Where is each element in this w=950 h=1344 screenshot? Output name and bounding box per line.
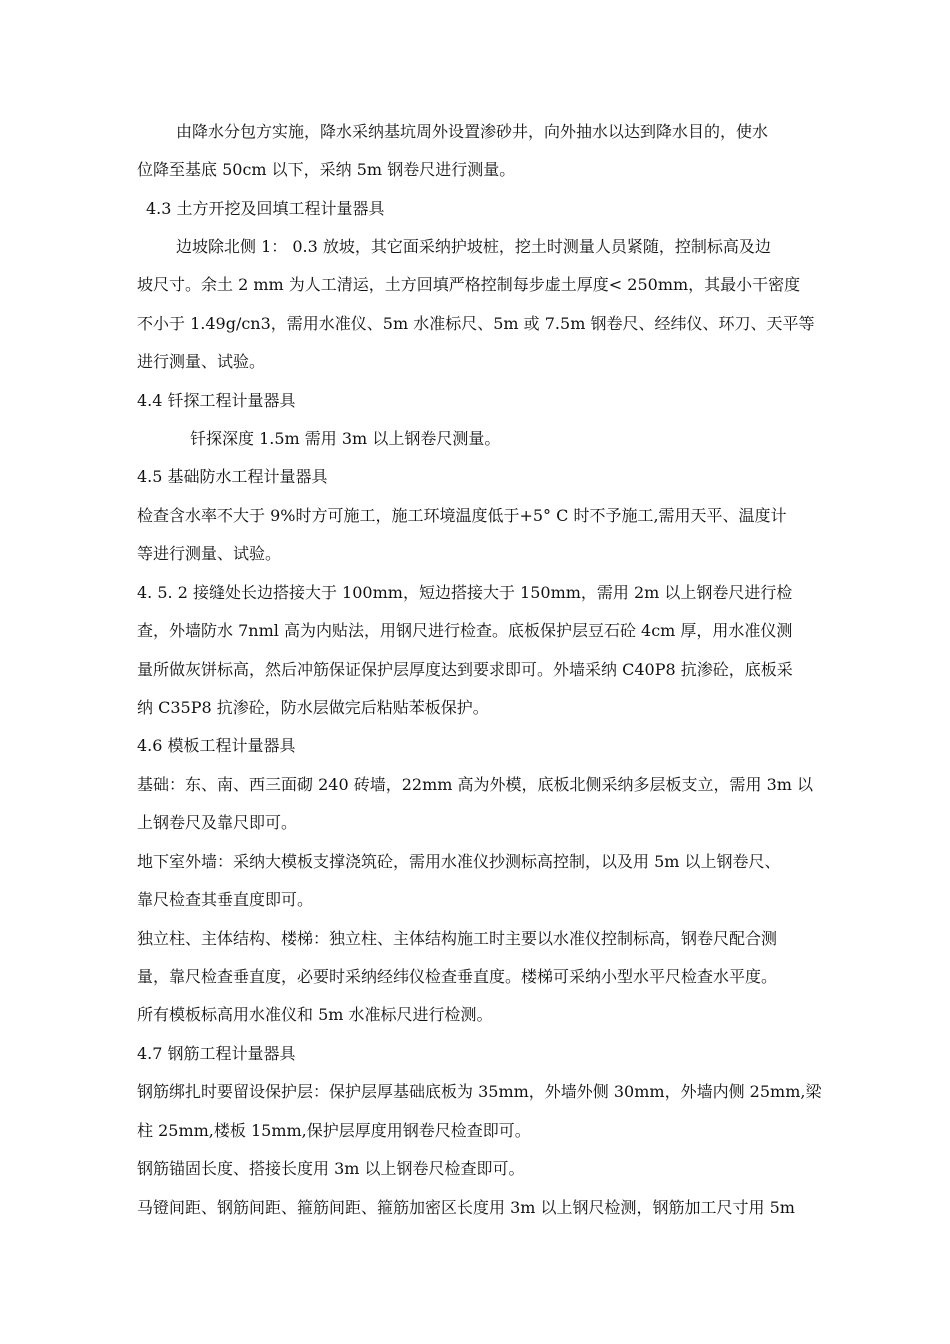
paragraph-dewatering-line-1: 由降水分包方实施，降水采纳基坑周外设置渗砂井，向外抽水以达到降水目的，使水 xyxy=(176,122,769,141)
paragraph-joint-line-2: 查，外墙防水 7nml 高为内贴法，用钢尺进行检查。底板保护层豆石砼 4cm 厚，用水准仪测 xyxy=(137,621,793,640)
section-heading-4-4: 4.4 钎探工程计量器具 xyxy=(137,391,296,410)
section-heading-4-5: 4.5 基础防水工程计量器具 xyxy=(137,467,328,486)
paragraph-foundation-line-2: 上钢卷尺及靠尺即可。 xyxy=(137,813,298,832)
paragraph-waterproof-line-1: 检查含水率不大于 9%时方可施工，施工环境温度低于+5° C 时不予施工,需用天平、温度计 xyxy=(137,506,787,525)
paragraph-rebar-line-1: 钢筋绑扎时要留设保护层：保护层厚基础底板为 35mm，外墙外侧 30mm，外墙内侧 25mm,梁 xyxy=(137,1082,822,1101)
paragraph-column-line-1: 独立柱、主体结构、楼梯：独立柱、主体结构施工时主要以水准仪控制标高，钢卷尺配合测 xyxy=(137,929,778,948)
paragraph-basement-line-1: 地下室外墙：采纳大模板支撑浇筑砼，需用水准仪抄测标高控制，以及用 5m 以上钢卷尺、 xyxy=(137,852,781,871)
paragraph-slope-line-1: 边坡除北侧 1： 0.3 放坡，其它面采纳护坡桩，挖土时测量人员紧随，控制标高及边 xyxy=(176,237,771,256)
paragraph-basement-line-2: 靠尺检查其垂直度即可。 xyxy=(137,890,314,909)
section-heading-4-7: 4.7 钢筋工程计量器具 xyxy=(137,1044,296,1063)
paragraph-foundation-line-1: 基础：东、南、西三面砌 240 砖墙，22mm 高为外模，底板北侧采纳多层板支立，需用 3m 以 xyxy=(137,775,814,794)
paragraph-dewatering-line-2: 位降至基底 50cm 以下，采纳 5m 钢卷尺进行测量。 xyxy=(137,160,516,179)
paragraph-column-line-3: 所有模板标高用水准仪和 5m 水准标尺进行检测。 xyxy=(137,1005,493,1024)
paragraph-slope-line-4: 进行测量、试验。 xyxy=(137,352,266,371)
paragraph-column-line-2: 量，靠尺检查垂直度，必要时采纳经纬仪检查垂直度。楼梯可采纳小型水平尺检查水平度。 xyxy=(137,967,778,986)
paragraph-spacing-line-1: 马镫间距、钢筋间距、箍筋间距、箍筋加密区长度用 3m 以上钢尺检测，钢筋加工尺寸用 5m xyxy=(137,1198,795,1217)
section-heading-4-6: 4.6 模板工程计量器具 xyxy=(137,736,296,755)
paragraph-joint-line-3: 量所做灰饼标高，然后冲筋保证保护层厚度达到要求即可。外墙采纳 C40P8 抗渗砼，底板采 xyxy=(137,660,793,679)
paragraph-joint-line-1: 4. 5. 2 接缝处长边搭接大于 100mm，短边搭接大于 150mm，需用 2m 以上钢卷尺进行检 xyxy=(137,583,793,602)
paragraph-probing-line-1: 钎探深度 1.5m 需用 3m 以上钢卷尺测量。 xyxy=(190,429,501,448)
paragraph-joint-line-4: 纳 C35P8 抗渗砼，防水层做完后粘贴苯板保护。 xyxy=(137,698,489,717)
paragraph-rebar-line-2: 柱 25mm,楼板 15mm,保护层厚度用钢卷尺检查即可。 xyxy=(137,1121,531,1140)
paragraph-waterproof-line-2: 等进行测量、试验。 xyxy=(137,544,282,563)
paragraph-slope-line-3: 不小于 1.49g/cn3，需用水准仪、5m 水准标尺、5m 或 7.5m 钢卷尺、经纬仪、环刀、天平等 xyxy=(137,314,815,333)
paragraph-anchorage-line-1: 钢筋锚固长度、搭接长度用 3m 以上钢卷尺检查即可。 xyxy=(137,1159,525,1178)
section-heading-4-3: 4.3 土方开挖及回填工程计量器具 xyxy=(146,199,385,218)
paragraph-slope-line-2: 坡尺寸。余土 2 mm 为人工清运，土方回填严格控制每步虚土厚度< 250mm，其最小干密度 xyxy=(137,275,801,294)
